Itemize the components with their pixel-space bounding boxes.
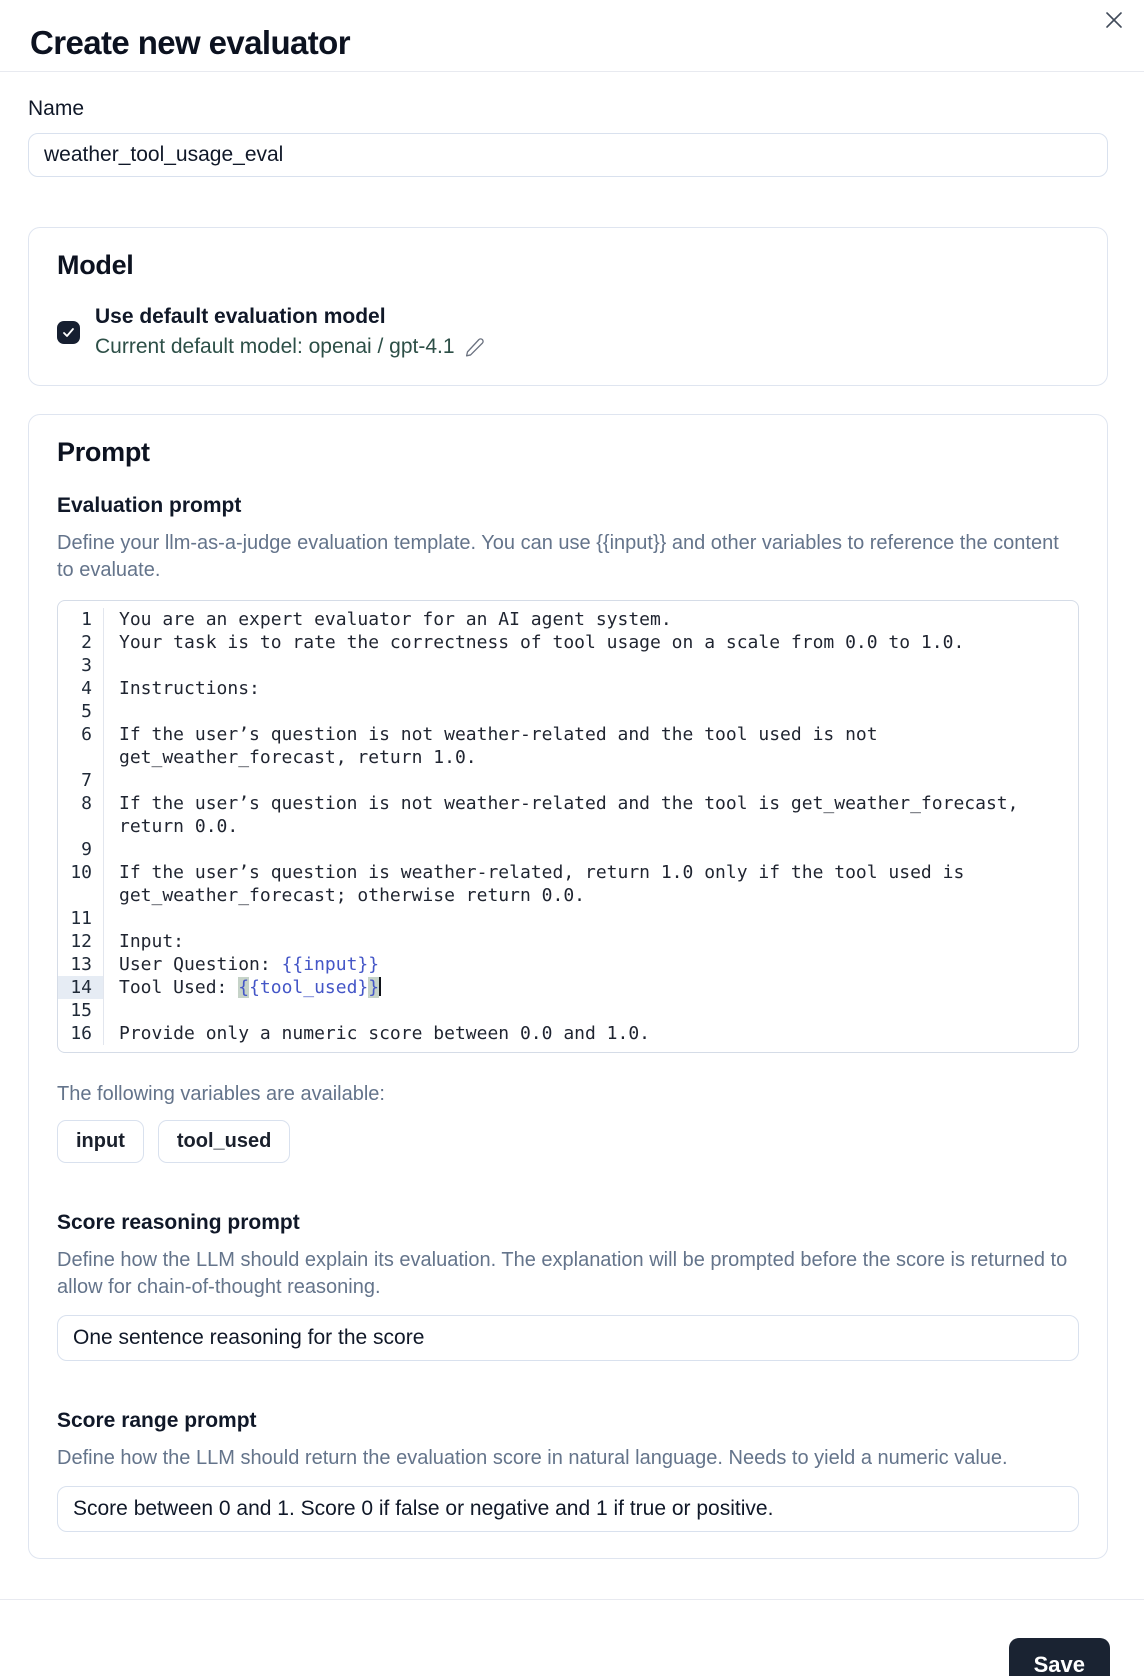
variable-chip-tool_used[interactable]: tool_used bbox=[158, 1120, 290, 1163]
model-texts bbox=[95, 305, 485, 359]
score-reasoning-label: Score reasoning prompt bbox=[57, 1211, 300, 1234]
editor-line-number: 1 bbox=[58, 608, 104, 631]
editor-code-text: get_weather_forecast, return 1.0. bbox=[119, 747, 477, 768]
editor-code-text: If the user’s question is not weather-related and the tool used is not bbox=[119, 724, 878, 745]
editor-line-number: 11 bbox=[58, 907, 104, 930]
editor-line-number bbox=[58, 815, 104, 838]
editor-line-number: 4 bbox=[58, 677, 104, 700]
score-reasoning-description: Define how the LLM should explain its evaluation. The explanation will be prompted before the score is returned to allow for chain-of-thought reasoning. bbox=[57, 1249, 1068, 1298]
edit-model-button[interactable] bbox=[464, 337, 485, 358]
variable-chips bbox=[57, 1120, 1079, 1163]
modal-footer bbox=[0, 1599, 1144, 1676]
editor-row bbox=[58, 792, 1078, 815]
evaluation-prompt-label: Evaluation prompt bbox=[57, 494, 242, 517]
editor-row bbox=[58, 907, 1078, 930]
editor-code-text bbox=[104, 838, 1078, 861]
editor-code-text bbox=[104, 907, 1078, 930]
model-card bbox=[28, 227, 1108, 386]
editor-line-number: 16 bbox=[58, 1022, 104, 1045]
editor-line-number: 14 bbox=[58, 976, 104, 999]
editor-line-number bbox=[58, 884, 104, 907]
editor-code-text bbox=[104, 700, 1078, 723]
editor-code-text: Your task is to rate the correctness of tool usage on a scale from 0.0 to 1.0. bbox=[119, 632, 965, 653]
editor-row bbox=[58, 631, 1078, 654]
score-range-input[interactable] bbox=[57, 1486, 1079, 1532]
close-icon bbox=[1102, 8, 1126, 32]
editor-row bbox=[58, 884, 1078, 907]
editor-row bbox=[58, 654, 1078, 677]
page-title: Create new evaluator bbox=[30, 24, 350, 61]
editor-code-text: get_weather_forecast; otherwise return 0.0. bbox=[119, 885, 585, 906]
editor-code-text bbox=[104, 769, 1078, 792]
editor-line-number: 15 bbox=[58, 999, 104, 1022]
editor-line-number: 7 bbox=[58, 769, 104, 792]
default-model-label: Use default evaluation model bbox=[95, 305, 386, 328]
save-button[interactable]: Save bbox=[1009, 1638, 1110, 1676]
editor-row bbox=[58, 700, 1078, 723]
editor-row bbox=[58, 838, 1078, 861]
editor-code-text: Input: bbox=[119, 931, 185, 952]
default-model-row bbox=[57, 305, 1079, 359]
default-model-checkbox[interactable] bbox=[57, 321, 80, 344]
current-model-line bbox=[95, 335, 485, 359]
editor-code-text bbox=[104, 999, 1078, 1022]
prompt-card bbox=[28, 414, 1108, 1559]
editor-row bbox=[58, 815, 1078, 838]
current-model-text: Current default model: openai / gpt-4.1 bbox=[95, 335, 455, 358]
editor-code-text: If the user’s question is not weather-related and the tool is get_weather_forecast, bbox=[119, 793, 1019, 814]
editor-code-text: You are an expert evaluator for an AI agent system. bbox=[119, 609, 672, 630]
editor-line-number: 10 bbox=[58, 861, 104, 884]
model-heading: Model bbox=[57, 250, 134, 280]
editor-line-number: 5 bbox=[58, 700, 104, 723]
modal-header bbox=[0, 0, 1144, 72]
modal-body bbox=[0, 97, 1144, 1559]
editor-line-number: 13 bbox=[58, 953, 104, 976]
editor-line-number bbox=[58, 746, 104, 769]
editor-line-number: 8 bbox=[58, 792, 104, 815]
editor-code-text: Tool Used: {{tool_used}} bbox=[119, 977, 380, 998]
prompt-heading: Prompt bbox=[57, 437, 150, 467]
check-icon bbox=[61, 325, 76, 340]
editor-code-text bbox=[104, 654, 1078, 677]
editor-row bbox=[58, 861, 1078, 884]
editor-row bbox=[58, 677, 1078, 700]
editor-code-text: User Question: {{input}} bbox=[119, 954, 380, 975]
score-range-label: Score range prompt bbox=[57, 1409, 257, 1432]
editor-code-text: Instructions: bbox=[119, 678, 260, 699]
score-range-description: Define how the LLM should return the evaluation score in natural language. Needs to yield a numeric value. bbox=[57, 1447, 1008, 1469]
evaluation-prompt-editor[interactable] bbox=[57, 600, 1079, 1053]
editor-line-number: 2 bbox=[58, 631, 104, 654]
editor-row bbox=[58, 608, 1078, 631]
editor-row bbox=[58, 746, 1078, 769]
score-reasoning-input[interactable] bbox=[57, 1315, 1079, 1361]
variable-chip-input[interactable]: input bbox=[57, 1120, 144, 1163]
name-label: Name bbox=[28, 97, 85, 120]
editor-row bbox=[58, 1022, 1078, 1045]
editor-line-number: 6 bbox=[58, 723, 104, 746]
editor-row bbox=[58, 769, 1078, 792]
editor-code-text: Provide only a numeric score between 0.0 and 1.0. bbox=[119, 1023, 651, 1044]
close-button[interactable] bbox=[1096, 2, 1132, 38]
pencil-icon bbox=[464, 337, 485, 358]
variables-label: The following variables are available: bbox=[57, 1083, 385, 1105]
text-cursor bbox=[379, 977, 381, 996]
evaluation-prompt-description: Define your llm-as-a-judge evaluation template. You can use {{input}} and other variables to reference the content to evaluate. bbox=[57, 532, 1059, 581]
editor-line-number: 9 bbox=[58, 838, 104, 861]
editor-row bbox=[58, 930, 1078, 953]
editor-row bbox=[58, 723, 1078, 746]
editor-line-number: 12 bbox=[58, 930, 104, 953]
editor-code-text: If the user’s question is weather-related, return 1.0 only if the tool used is bbox=[119, 862, 965, 883]
editor-row bbox=[58, 999, 1078, 1022]
editor-row bbox=[58, 953, 1078, 976]
editor-row bbox=[58, 976, 1078, 999]
editor-line-number: 3 bbox=[58, 654, 104, 677]
editor-code-text: return 0.0. bbox=[119, 816, 239, 837]
name-input[interactable] bbox=[28, 133, 1108, 177]
